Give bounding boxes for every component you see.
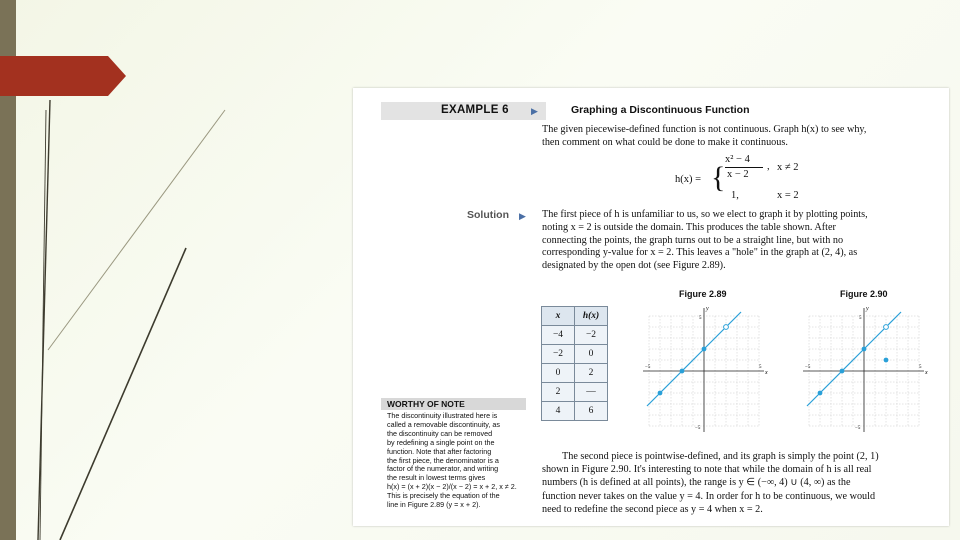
- point-0: [862, 347, 867, 352]
- table-row: 0 2: [542, 364, 608, 383]
- point-0: [702, 347, 707, 352]
- table-row: −4 −2: [542, 326, 608, 345]
- point-2-1: [884, 358, 889, 363]
- piecewise-equation: h(x) = { x² − 4 x − 2 , x ≠ 2 1, x = 2: [675, 154, 799, 201]
- table-header-x: x: [542, 307, 575, 326]
- point-m4: [818, 391, 823, 396]
- table-header-hx: h(x): [575, 307, 608, 326]
- hole-point: [724, 325, 729, 330]
- x-pos-tick: 5: [759, 365, 762, 370]
- figure-1-title: Figure 2.89: [679, 289, 727, 299]
- point-m2: [680, 369, 685, 374]
- figure-2-title: Figure 2.90: [840, 289, 888, 299]
- x-axis-label: x: [765, 370, 768, 376]
- x-pos-tick: 5: [919, 365, 922, 370]
- table-row: 2 —: [542, 383, 608, 402]
- y-neg-tick: −5: [695, 426, 701, 431]
- figure-2-90-graph: [799, 298, 929, 438]
- x-neg-tick: −5: [805, 365, 811, 370]
- closing-paragraph: The second piece is pointwise-defined, and its graph is simply the point (2, 1) shown in Figure 2.90. It's interesting to note that while the domain of h is all real numbers (h is defined at all points), the range is y ∈ (−∞, 4) ∪ (4, ∞) as the function never takes on the value y = 4. In order for h to be continuous, we would need to redefine the second piece as y = 4 when x = 2.: [542, 451, 879, 515]
- point-m4: [658, 391, 663, 396]
- values-table: [541, 306, 608, 421]
- x-axis-label: x: [925, 370, 928, 376]
- example-label: EXAMPLE 6: [441, 104, 509, 116]
- figure-2-89-graph: [639, 298, 769, 438]
- example-header: [381, 100, 941, 122]
- y-neg-tick: −5: [855, 426, 861, 431]
- y-axis-label: y: [866, 306, 869, 312]
- point-m2: [840, 369, 845, 374]
- x-neg-tick: −5: [645, 365, 651, 370]
- y-axis-label: y: [706, 306, 709, 312]
- y-pos-tick: 5: [859, 316, 862, 321]
- table-row: −2 0: [542, 345, 608, 364]
- solution-arrow-icon: ▶: [519, 211, 526, 221]
- decorative-lines: [0, 0, 260, 540]
- table-row: 4 6: [542, 402, 608, 421]
- hole-point: [884, 325, 889, 330]
- textbook-page: [353, 88, 949, 526]
- worthy-of-note-box: [381, 398, 526, 524]
- y-pos-tick: 5: [699, 316, 702, 321]
- example-title: Graphing a Discontinuous Function: [571, 104, 750, 116]
- solution-text: The first piece of h is unfamiliar to us, so we elect to graph it by plotting points, noting x = 2 is outside the domain. This produces the table shown. After connecting the points, the graph turns out to be a straight line, but with no corresponding y-value for x = 2. This leaves a "hole" in the graph at (2, 4), as designated by the open dot (see Figure 2.89).: [542, 209, 868, 272]
- worthy-of-note-title: WORTHY OF NOTE: [381, 398, 526, 410]
- example-intro: The given piecewise-defined function is not continuous. Graph h(x) to see why, then comment on what could be done to make it continuous.: [542, 124, 867, 148]
- solution-label: Solution: [467, 209, 509, 221]
- worthy-of-note-text: The discontinuity illustrated here is called a removable discontinuity, as the discontinuity can be removed by redefining a single point on the function. Note that after factoring the first piece, the denominator is a factor of the numerator, and writing the result in lowest terms gives h(x) = (x + 2)(x − 2)/(x − 2) = x + 2, x ≠ 2. This is precisely the equation of the line in Figure 2.89 (y = x + 2).: [387, 411, 517, 510]
- example-arrow-icon: ▶: [531, 106, 538, 116]
